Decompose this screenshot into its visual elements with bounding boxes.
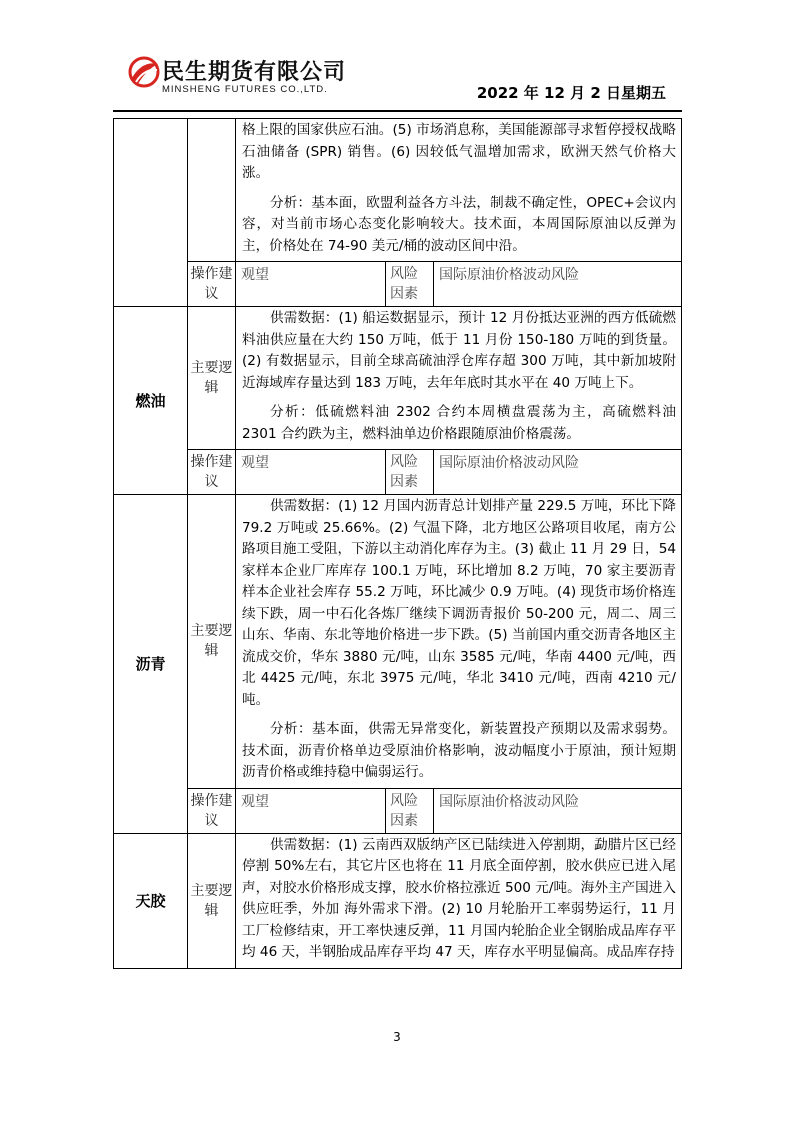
asphalt-op-label: 操作建议 (188, 788, 236, 833)
company-logo (128, 56, 366, 106)
crude-op-value: 观望 (236, 262, 386, 307)
fuel-category: 燃油 (114, 307, 188, 495)
commodity-table (113, 118, 682, 969)
asphalt-op-row (114, 788, 682, 833)
header-divider (113, 110, 682, 112)
minsheng-logo-icon (128, 56, 160, 88)
crude-paragraph-1: 格上限的国家供应石油。(5) 市场消息称，美国能源部寻求暂停授权战略石油储备 (SPR) 销售。(6) 因较低气温增加需求，欧洲天然气价格大涨。 (242, 122, 676, 181)
rubber-category: 天胶 (114, 833, 188, 968)
crude-logic-row (114, 119, 682, 262)
asphalt-paragraph-1: 供需数据：(1) 12 月国内沥青总计划排产量 229.5 万吨，环比下降 79.2 万吨或 25.66%。(2) 气温下降，北方地区公路项目收尾，南方公路项目施工受阻，下游以主动消化库存为主。(3) 截止 11 月 29 日，54 家样本企业厂库库存 100.1 万吨，环比增加 8.2 万吨，70 家主要沥青样本企业社会库存 55.2 万吨，环比减少 0.9 万吨。(4) 现货市场价格连续下跌，周一中石化各炼厂继续下调沥青报价 50-200 元，周二、周三山东、华南、东北等地价格进一步下跌。(5) 当前国内重交沥青各地区主流成交价，华东 3880 元/吨，山东 3585 元/吨，华南 4400 元/吨，西北 4425 元/吨，东北 3975 元/吨，华北 3410 元/吨，西南 4210 元/吨。 (242, 498, 676, 708)
fuel-risk-label: 风险因素 (386, 450, 434, 495)
company-name-cn: 民生期货有限公司 (162, 60, 347, 85)
fuel-risk-value: 国际原油价格波动风险 (434, 450, 682, 495)
asphalt-risk-label: 风险因素 (386, 788, 434, 833)
rubber-logic-label: 主要逻辑 (188, 833, 236, 968)
asphalt-logic-row (114, 495, 682, 789)
company-name-en: MINSHENG FUTURES CO.,LTD. (162, 84, 328, 95)
fuel-op-label: 操作建议 (188, 450, 236, 495)
asphalt-logic-content (236, 495, 682, 789)
crude-op-row (114, 262, 682, 307)
fuel-op-value: 观望 (236, 450, 386, 495)
asphalt-category: 沥青 (114, 495, 188, 834)
crude-logic-content (236, 119, 682, 262)
asphalt-risk-value: 国际原油价格波动风险 (434, 788, 682, 833)
crude-op-label: 操作建议 (188, 262, 236, 307)
fuel-logic-row (114, 307, 682, 450)
crude-category-cell (114, 119, 188, 307)
asphalt-paragraph-2: 分析：基本面，供需无异常变化，新装置投产预期以及需求弱势。技术面，沥青价格单边受原油价格影响，波动幅度小于原油，预计短期沥青价格或维持稳中偏弱运行。 (242, 721, 676, 780)
fuel-op-row (114, 450, 682, 495)
fuel-logic-content (236, 307, 682, 450)
page-header (0, 0, 794, 110)
rubber-logic-row (114, 833, 682, 968)
asphalt-op-value: 观望 (236, 788, 386, 833)
crude-logic-label-cell (188, 119, 236, 262)
report-date: 2022 年 12 月 2 日星期五 (476, 84, 666, 102)
page-number: 3 (393, 1030, 401, 1044)
rubber-logic-content (236, 833, 682, 968)
crude-risk-label: 风险因素 (386, 262, 434, 307)
crude-risk-value: 国际原油价格波动风险 (434, 262, 682, 307)
crude-paragraph-2: 分析：基本面，欧盟利益各方斗法，制裁不确定性，OPEC+会议内容，对当前市场心态变化影响较大。技术面，本周国际原油以反弹为主，价格处在 74-90 美元/桶的波动区间中沿。 (242, 194, 676, 254)
fuel-logic-label: 主要逻辑 (188, 307, 236, 450)
fuel-paragraph-1: 供需数据：(1) 船运数据显示，预计 12 月份抵达亚洲的西方低硫燃料油供应量在大约 150 万吨，低于 11 月份 150-180 万吨的到货量。(2) 有数据显示，目前全球高硫油浮仓库存超 300 万吨，其中新加坡附近海域库存量达到 183 万吨，去年年底时其水平在 40 万吨上下。 (242, 310, 676, 391)
rubber-paragraph-1: 供需数据：(1) 云南西双版纳产区已陆续进入停割期，勐腊片区已经停割 50%左右，其它片区也将在 11 月底全面停割，胶水供应已进入尾声，对胶水价格形成支撑，胶水价格拉涨近 500 元/吨。海外主产国进入供应旺季，外加 海外需求下滑。(2) 10 月轮胎开工率弱势运行，11 月工厂检修结束，开工率快速反弹，11 月国内轮胎企业全钢胎成品库存平均 46 天，半钢胎成品库存平均 47 天，库存水平明显偏高。成品库存持 (242, 836, 676, 960)
fuel-paragraph-2: 分析：低硫燃料油 2302 合约本周横盘震荡为主，高硫燃料油 2301 合约跌为主，燃料油单边价格跟随原油价格震荡。 (242, 404, 676, 442)
asphalt-logic-label: 主要逻辑 (188, 495, 236, 789)
